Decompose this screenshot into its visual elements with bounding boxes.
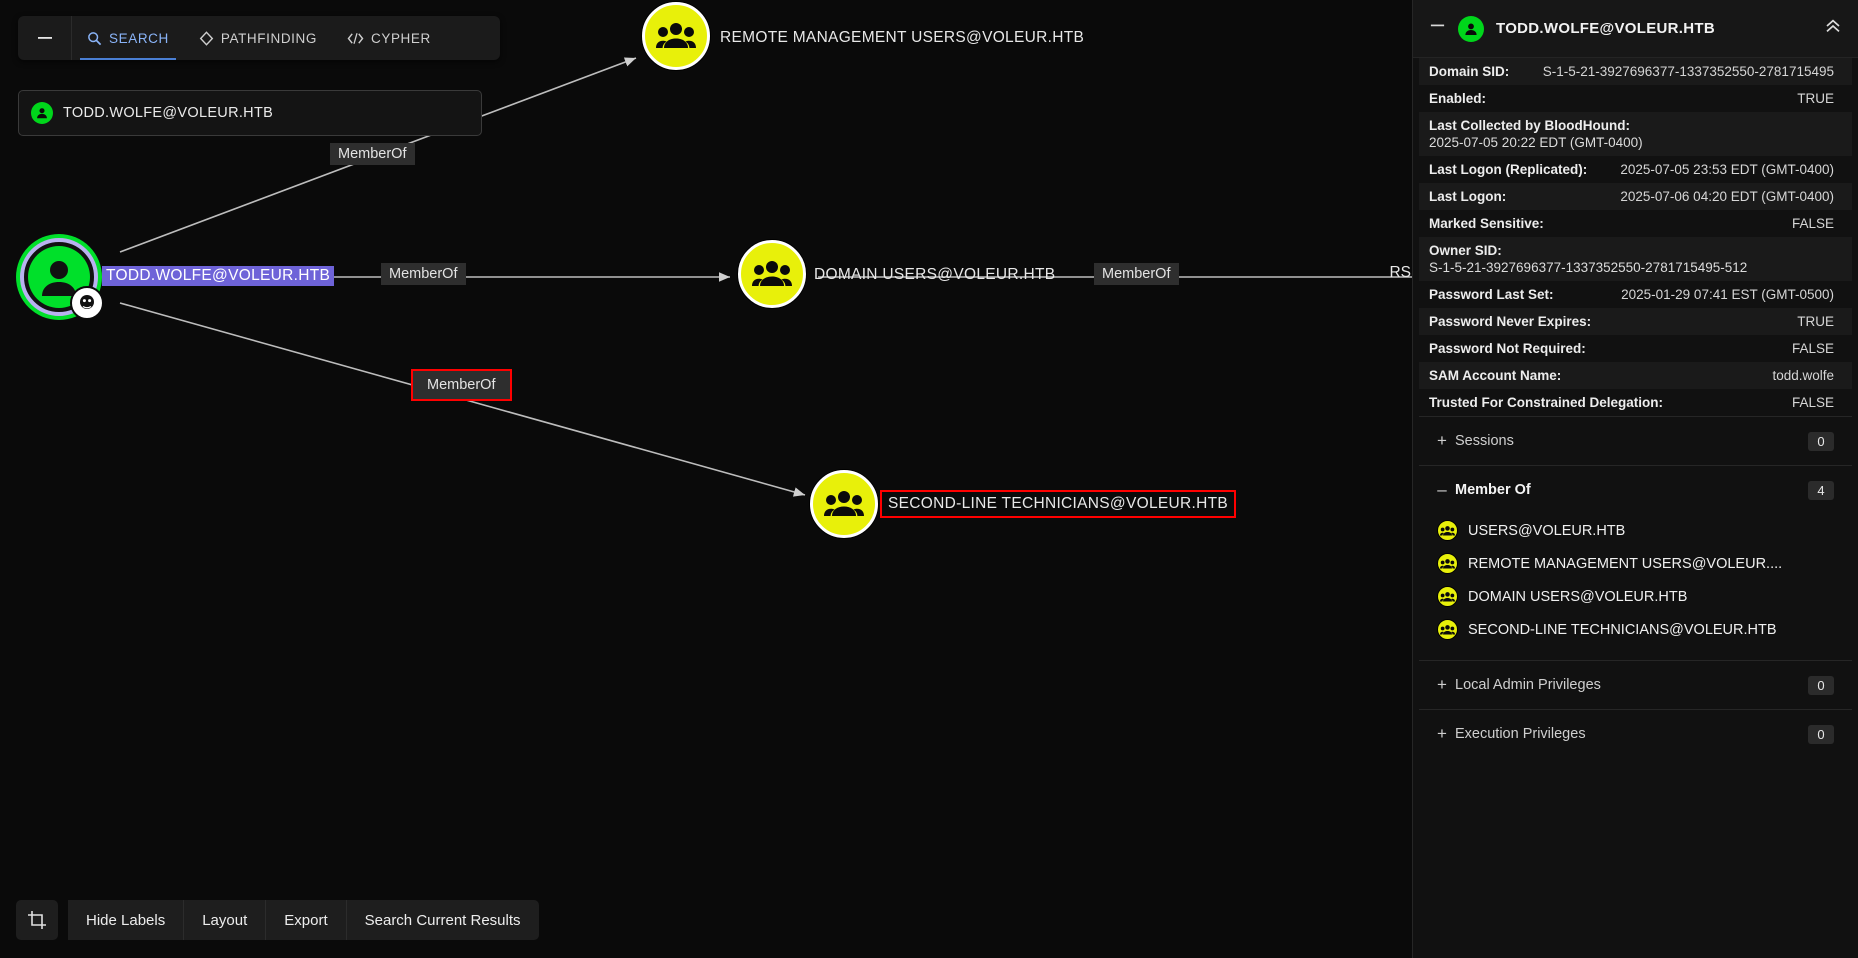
group-icon bbox=[1437, 520, 1458, 541]
edge-label-memberof-users[interactable]: MemberOf bbox=[1094, 263, 1179, 285]
entity-panel-body[interactable] bbox=[1413, 58, 1858, 958]
property-owner-sid bbox=[1419, 237, 1852, 281]
property-password-not-required bbox=[1419, 335, 1852, 362]
property-value: S-1-5-21-3927696377-1337352550-2781715495 bbox=[1542, 64, 1834, 79]
property-password-last-set bbox=[1419, 281, 1852, 308]
edge-label-memberof-remote[interactable]: MemberOf bbox=[330, 143, 415, 165]
tab-pathfinding[interactable] bbox=[184, 16, 332, 60]
graph-toolbar bbox=[18, 16, 500, 60]
section-label: Local Admin Privileges bbox=[1455, 677, 1601, 693]
property-key: Last Logon: bbox=[1429, 189, 1507, 204]
property-value: FALSE bbox=[1791, 395, 1834, 410]
group-icon bbox=[738, 240, 806, 308]
property-enabled bbox=[1419, 85, 1852, 112]
search-current-results-button[interactable]: Search Current Results bbox=[347, 900, 539, 940]
tab-cypher[interactable] bbox=[332, 16, 446, 60]
minus-icon bbox=[36, 29, 54, 47]
toolbar-collapse-button[interactable] bbox=[18, 16, 72, 60]
chevrons-up-icon[interactable] bbox=[1824, 17, 1842, 40]
property-key: SAM Account Name: bbox=[1429, 368, 1562, 383]
property-value: FALSE bbox=[1791, 341, 1834, 356]
graph-node-todd-wolfe[interactable] bbox=[20, 238, 331, 316]
property-key: Marked Sensitive: bbox=[1429, 216, 1544, 231]
property-value: 2025-07-05 23:53 EDT (GMT-0400) bbox=[1620, 162, 1834, 177]
property-key: Last Collected by BloodHound: bbox=[1429, 118, 1630, 133]
expand-icon: + bbox=[1437, 724, 1447, 743]
member-of-list bbox=[1413, 514, 1858, 646]
property-trusted-for-constrained-delegation bbox=[1419, 389, 1852, 416]
property-key: Last Logon (Replicated): bbox=[1429, 162, 1588, 177]
property-value: S-1-5-21-3927696377-1337352550-2781715495-512 bbox=[1429, 260, 1748, 275]
layout-button[interactable]: Layout bbox=[184, 900, 266, 940]
user-avatar-icon bbox=[1458, 16, 1484, 42]
graph-node-label-second-line-technicians: SECOND-LINE TECHNICIANS@VOLEUR.HTB bbox=[880, 490, 1236, 518]
panel-collapse-button[interactable] bbox=[1429, 17, 1446, 40]
property-key: Owner SID: bbox=[1429, 243, 1502, 258]
list-item[interactable] bbox=[1423, 514, 1848, 547]
edge-label-memberof-domain[interactable]: MemberOf bbox=[381, 263, 466, 285]
pathfinding-icon bbox=[199, 31, 214, 46]
section-count: 0 bbox=[1808, 432, 1834, 451]
code-icon bbox=[347, 31, 364, 46]
property-key: Password Last Set: bbox=[1429, 287, 1554, 302]
entity-panel-header bbox=[1413, 0, 1858, 58]
group-icon bbox=[642, 2, 710, 70]
member-of-label: REMOTE MANAGEMENT USERS@VOLEUR.... bbox=[1468, 555, 1783, 572]
group-icon bbox=[1437, 619, 1458, 640]
export-button[interactable]: Export bbox=[266, 900, 346, 940]
section-count: 4 bbox=[1808, 481, 1834, 500]
entity-panel-title: TODD.WOLFE@VOLEUR.HTB bbox=[1496, 20, 1715, 37]
property-last-logon bbox=[1419, 183, 1852, 210]
expand-icon: + bbox=[1437, 675, 1447, 694]
graph-node-second-line-technicians[interactable] bbox=[810, 470, 1229, 538]
graph-node-remote-management-users[interactable] bbox=[642, 2, 1085, 70]
property-sam-account-name bbox=[1419, 362, 1852, 389]
search-icon bbox=[87, 31, 102, 46]
property-value: TRUE bbox=[1797, 314, 1834, 329]
owned-badge-icon bbox=[70, 286, 104, 320]
property-key: Domain SID: bbox=[1429, 64, 1510, 79]
property-value: FALSE bbox=[1791, 216, 1834, 231]
entity-info-panel bbox=[1412, 0, 1858, 958]
expand-icon: + bbox=[1437, 431, 1447, 450]
property-last-logon-replicated bbox=[1419, 156, 1852, 183]
section-label: Execution Privileges bbox=[1455, 726, 1586, 742]
section-count: 0 bbox=[1808, 725, 1834, 744]
property-domain-sid bbox=[1419, 58, 1852, 85]
user-avatar-icon bbox=[31, 102, 53, 124]
section-sessions[interactable] bbox=[1419, 416, 1852, 465]
property-key: Enabled: bbox=[1429, 91, 1487, 106]
graph-node-label-domain-users: DOMAIN USERS@VOLEUR.HTB bbox=[814, 266, 1056, 283]
group-icon bbox=[1437, 586, 1458, 607]
list-item[interactable] bbox=[1423, 547, 1848, 580]
graph-node-label-remote-management-users: REMOTE MANAGEMENT USERS@VOLEUR.HTB bbox=[720, 29, 1085, 46]
section-label: Member Of bbox=[1455, 482, 1531, 498]
section-label: Sessions bbox=[1455, 433, 1514, 449]
property-password-never-expires bbox=[1419, 308, 1852, 335]
property-key: Trusted For Constrained Delegation: bbox=[1429, 395, 1664, 410]
minus-icon bbox=[1429, 17, 1446, 34]
user-node-icon bbox=[20, 238, 98, 316]
collapse-icon: – bbox=[1437, 480, 1447, 499]
tab-cypher-label: CYPHER bbox=[370, 30, 431, 46]
graph-node-label-todd-wolfe: TODD.WOLFE@VOLEUR.HTB bbox=[102, 266, 334, 286]
property-value: todd.wolfe bbox=[1772, 368, 1834, 383]
tab-pathfinding-label: PATHFINDING bbox=[220, 30, 317, 46]
property-value: TRUE bbox=[1797, 91, 1834, 106]
property-value: 2025-01-29 07:41 EST (GMT-0500) bbox=[1621, 287, 1834, 302]
tab-search-label: SEARCH bbox=[109, 30, 169, 46]
property-value: 2025-07-05 20:22 EDT (GMT-0400) bbox=[1429, 135, 1643, 150]
list-item[interactable] bbox=[1423, 613, 1848, 646]
list-item[interactable] bbox=[1423, 580, 1848, 613]
property-key: Password Never Expires: bbox=[1429, 314, 1592, 329]
member-of-label: SECOND-LINE TECHNICIANS@VOLEUR.HTB bbox=[1468, 621, 1777, 638]
property-value: 2025-07-06 04:20 EDT (GMT-0400) bbox=[1620, 189, 1834, 204]
edge-label-memberof-secondline[interactable]: MemberOf bbox=[411, 369, 512, 401]
property-last-collected bbox=[1419, 112, 1852, 156]
member-of-label: DOMAIN USERS@VOLEUR.HTB bbox=[1468, 588, 1688, 605]
property-key: Password Not Required: bbox=[1429, 341, 1586, 356]
member-of-label: USERS@VOLEUR.HTB bbox=[1468, 522, 1626, 539]
section-member-of[interactable] bbox=[1419, 465, 1852, 514]
section-local-admin-privileges[interactable] bbox=[1419, 660, 1852, 709]
section-execution-privileges[interactable] bbox=[1419, 709, 1852, 758]
graph-bottom-toolbar bbox=[16, 900, 539, 940]
property-marked-sensitive bbox=[1419, 210, 1852, 237]
crop-icon[interactable] bbox=[16, 900, 58, 940]
group-icon bbox=[1437, 553, 1458, 574]
graph-node-domain-users[interactable] bbox=[738, 240, 1056, 308]
tab-search[interactable] bbox=[72, 16, 184, 60]
hide-labels-button[interactable]: Hide Labels bbox=[68, 900, 184, 940]
section-count: 0 bbox=[1808, 676, 1834, 695]
search-input[interactable] bbox=[18, 90, 482, 136]
search-input-value: TODD.WOLFE@VOLEUR.HTB bbox=[63, 105, 274, 121]
graph-node-label-users-clipped: RS bbox=[1389, 264, 1411, 281]
group-icon bbox=[810, 470, 878, 538]
